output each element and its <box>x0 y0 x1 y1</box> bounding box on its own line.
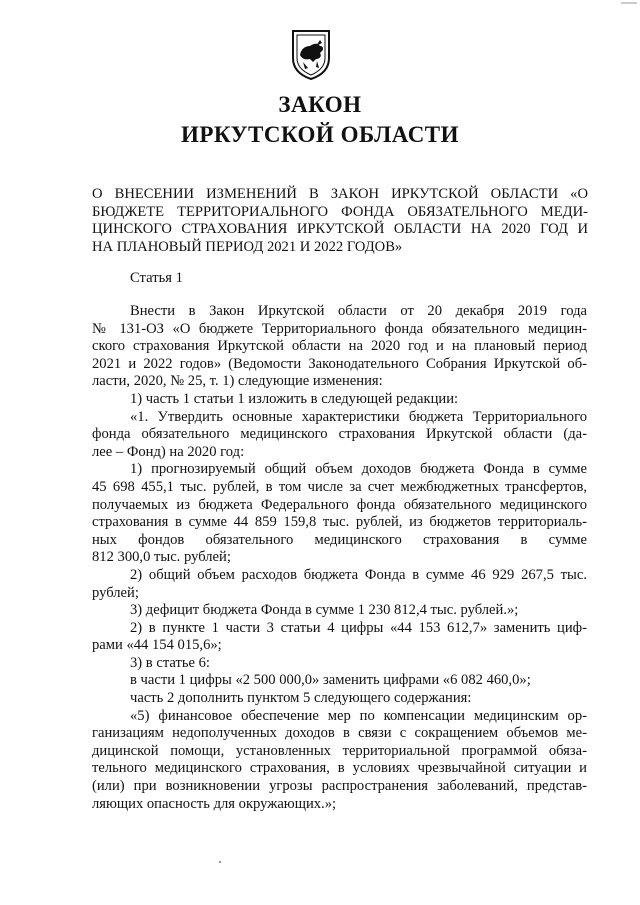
body-line: 3) в статье 6: <box>130 654 210 671</box>
body-line: ных фондов обязательного медицинского страхования в сумме <box>92 531 587 548</box>
body-line: (или) при возникновении угрозы распространения заболеваний, представ- <box>92 778 587 795</box>
coat-of-arms-icon <box>289 28 333 80</box>
subject-line: О ВНЕСЕНИИ ИЗМЕНЕНИЙ В ЗАКОН ИРКУТСКОЙ ОБЛАСТИ «О <box>92 186 588 202</box>
law-title-word: ЗАКОН <box>278 92 362 117</box>
body-line: фонда обязательного медицинского страхования Иркутской области (да- <box>92 426 587 443</box>
body-line: лее – Фонд) на 2020 год: <box>92 443 245 460</box>
article-heading: Статья 1 <box>130 270 183 286</box>
body-line: часть 2 дополнить пунктом 5 следующего содержания: <box>130 690 472 707</box>
body-line: № 131-ОЗ «О бюджете Территориального фонда обязательного медицин- <box>92 320 587 337</box>
body-line: «5) финансовое обеспечение мер по компенсации медицинским ор- <box>130 707 587 724</box>
body-line: тельного медицинского страхования, в условиях чрезвычайной ситуации и <box>92 760 587 777</box>
body-line: 1) прогнозируемый общий объем доходов бюджета Фонда в сумме <box>130 461 587 478</box>
body-line: 2021 и 2022 годов» (Ведомости Законодательного Собрания Иркутской об- <box>92 355 587 372</box>
body-line: ганизациям недополученных доходов в связи с сокращением объемов ме- <box>92 725 587 742</box>
subject-line: БЮДЖЕТЕ ТЕРРИТОРИАЛЬНОГО ФОНДА ОБЯЗАТЕЛЬНОГО МЕДИ- <box>92 203 588 220</box>
law-title-region: ИРКУТСКОЙ ОБЛАСТИ <box>180 122 460 147</box>
body-line: ляющих опасность для окружающих.»; <box>92 795 337 812</box>
body-line: 812 300,0 тыс. рублей; <box>92 549 231 566</box>
body-line: 1) часть 1 статьи 1 изложить в следующей редакции: <box>130 390 459 407</box>
body-line: 2) в пункте 1 части 3 статьи 4 цифры «44 153 612,7» заменить циф- <box>130 619 587 636</box>
body-line: рами «44 154 015,6»; <box>92 637 222 654</box>
body-line: получаемых из бюджета Федерального фонда обязательного медицинского <box>92 496 587 513</box>
body-line: 3) дефицит бюджета Фонда в сумме 1 230 812,4 тыс. рублей.»; <box>130 602 519 619</box>
body-line: 2) общий объем расходов бюджета Фонда в сумме 46 929 267,5 тыс. <box>130 566 587 583</box>
body-line: страхования в сумме 44 859 159,8 тыс. рублей, из бюджетов территориаль- <box>92 514 587 531</box>
subject-line: ЦИНСКОГО СТРАХОВАНИЯ ИРКУТСКОЙ ОБЛАСТИ НА 2020 ГОД И <box>92 221 588 238</box>
body-line: в части 1 цифры «2 500 000,0» заменить цифрами «6 082 460,0»; <box>130 672 531 689</box>
body-line: рублей; <box>92 584 139 601</box>
body-line: ласти, 2020, № 25, т. 1) следующие изменения: <box>92 373 383 390</box>
body-line: 45 698 455,1 тыс. рублей, в том числе за счет межбюджетных трансфертов, <box>92 478 587 495</box>
article-body <box>92 303 587 813</box>
body-line: «1. Утвердить основные характеристики бюджета Территориального <box>130 408 587 425</box>
body-line: дицинской помощи, установленных территориальной программой обяза- <box>92 742 587 759</box>
subject-line: НА ПЛАНОВЫЙ ПЕРИОД 2021 И 2022 ГОДОВ» <box>92 238 403 255</box>
body-line: Внести в Закон Иркутской области от 20 декабря 2019 года <box>130 303 587 319</box>
scan-corner-mark <box>621 2 637 4</box>
law-subject-title <box>92 186 588 256</box>
scan-speck <box>219 861 221 863</box>
body-line: ского страхования Иркутской области на 2020 год и на плановый период <box>92 338 587 355</box>
